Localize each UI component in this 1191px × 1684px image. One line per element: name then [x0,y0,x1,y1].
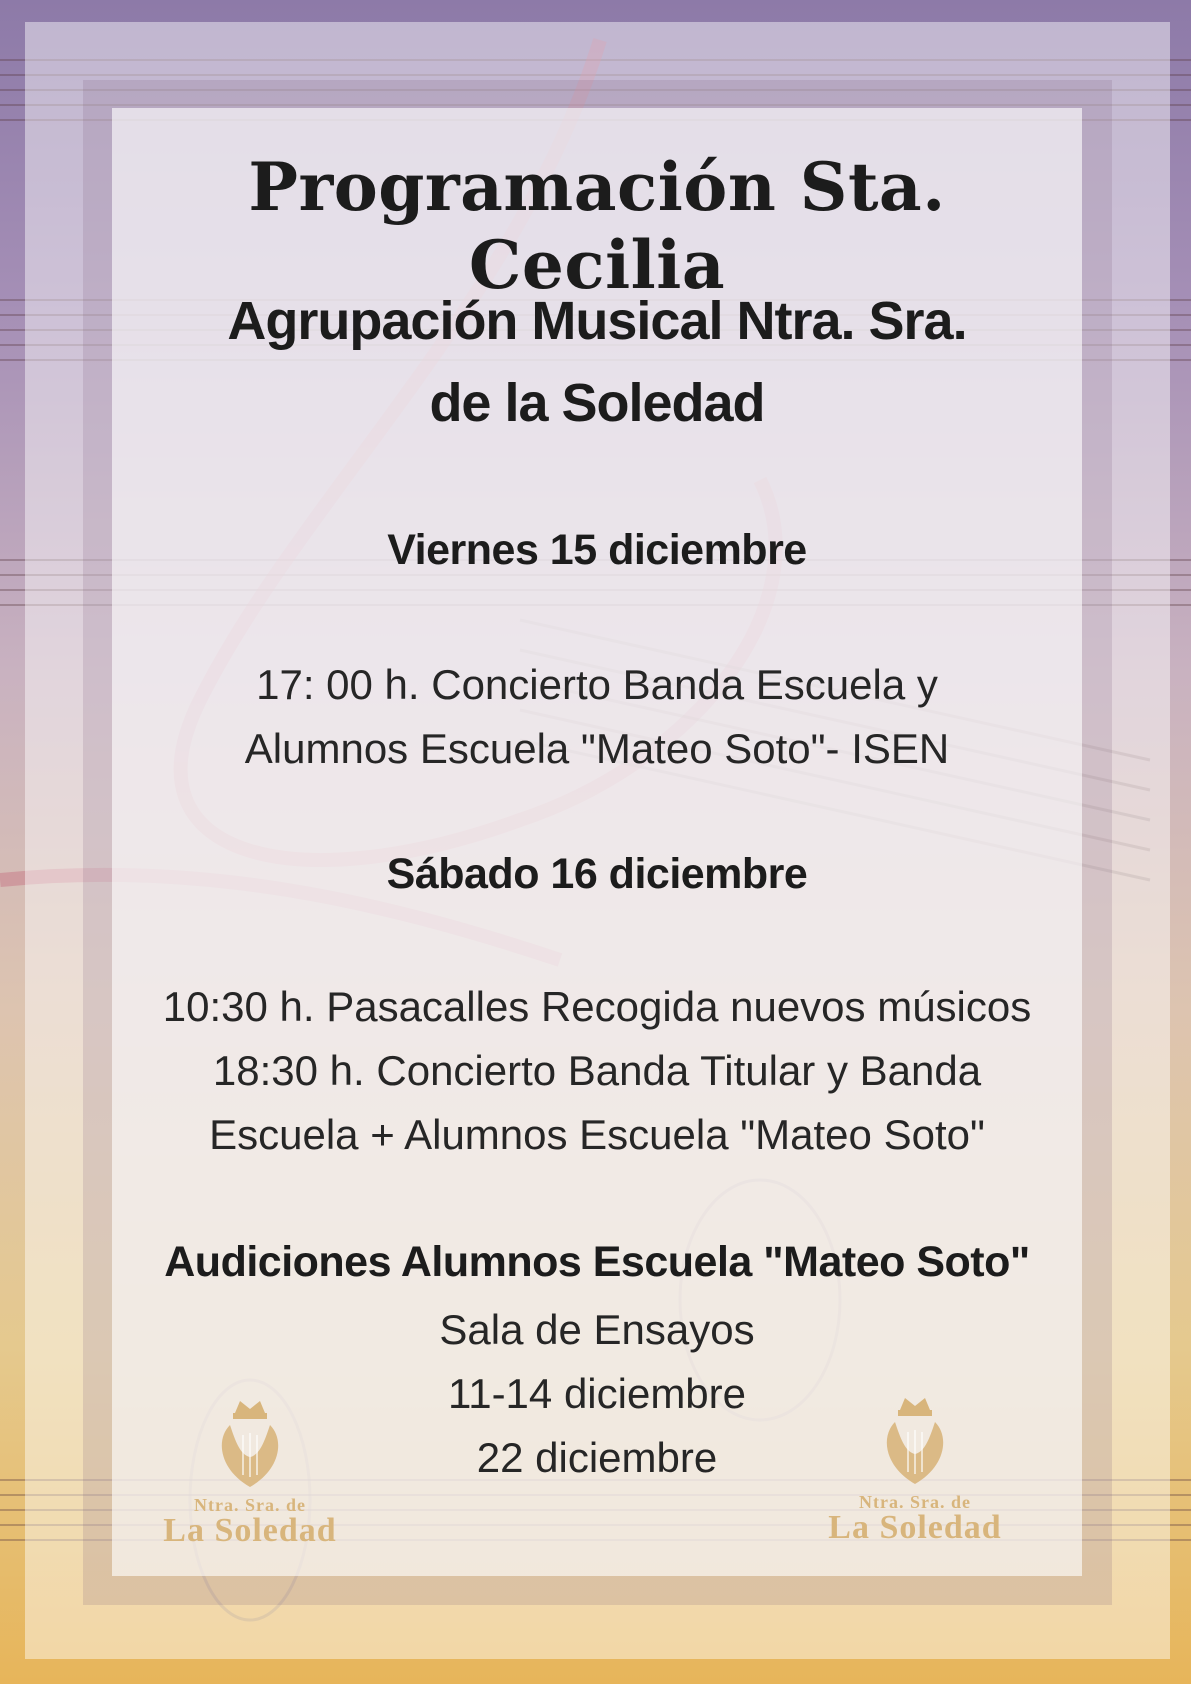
subtitle-line-1: Agrupación Musical Ntra. Sra. [227,291,967,351]
event-line: 18:30 h. Concierto Banda Titular y Banda [212,1047,982,1094]
auditions-dates: 22 diciembre [476,1434,718,1481]
logo-line-2: La Soledad [828,1509,1002,1546]
auditions-heading: Audiciones Alumnos Escuela "Mateo Soto" [164,1238,1030,1286]
crown-lyre-icon [205,1395,295,1495]
logo-left [145,1395,355,1550]
day-heading-saturday: Sábado 16 diciembre [386,850,808,898]
event-line: 10:30 h. Pasacalles Recogida nuevos músicos [162,983,1032,1030]
auditions-dates: 11-14 diciembre [447,1370,747,1417]
auditions-place: Sala de Ensayos [439,1306,755,1353]
event-line: Escuela + Alumnos Escuela "Mateo Soto" [209,1111,985,1158]
subtitle [112,280,1082,444]
logo-line-1: Ntra. Sra. de [194,1495,306,1515]
logo-line-1: Ntra. Sra. de [859,1492,971,1512]
logo-right [810,1392,1020,1547]
logo-line-2: La Soledad [163,1512,337,1549]
subtitle-line-2: de la Soledad [429,373,765,433]
friday-events [112,653,1082,781]
event-line: Alumnos Escuela "Mateo Soto"- ISEN [244,725,950,772]
crown-lyre-icon [870,1392,960,1492]
event-line: 17: 00 h. Concierto Banda Escuela y [256,661,938,708]
saturday-events [112,975,1082,1167]
day-heading-friday: Viernes 15 diciembre [387,526,807,574]
page-title: Programación Sta. Cecilia [248,148,946,304]
